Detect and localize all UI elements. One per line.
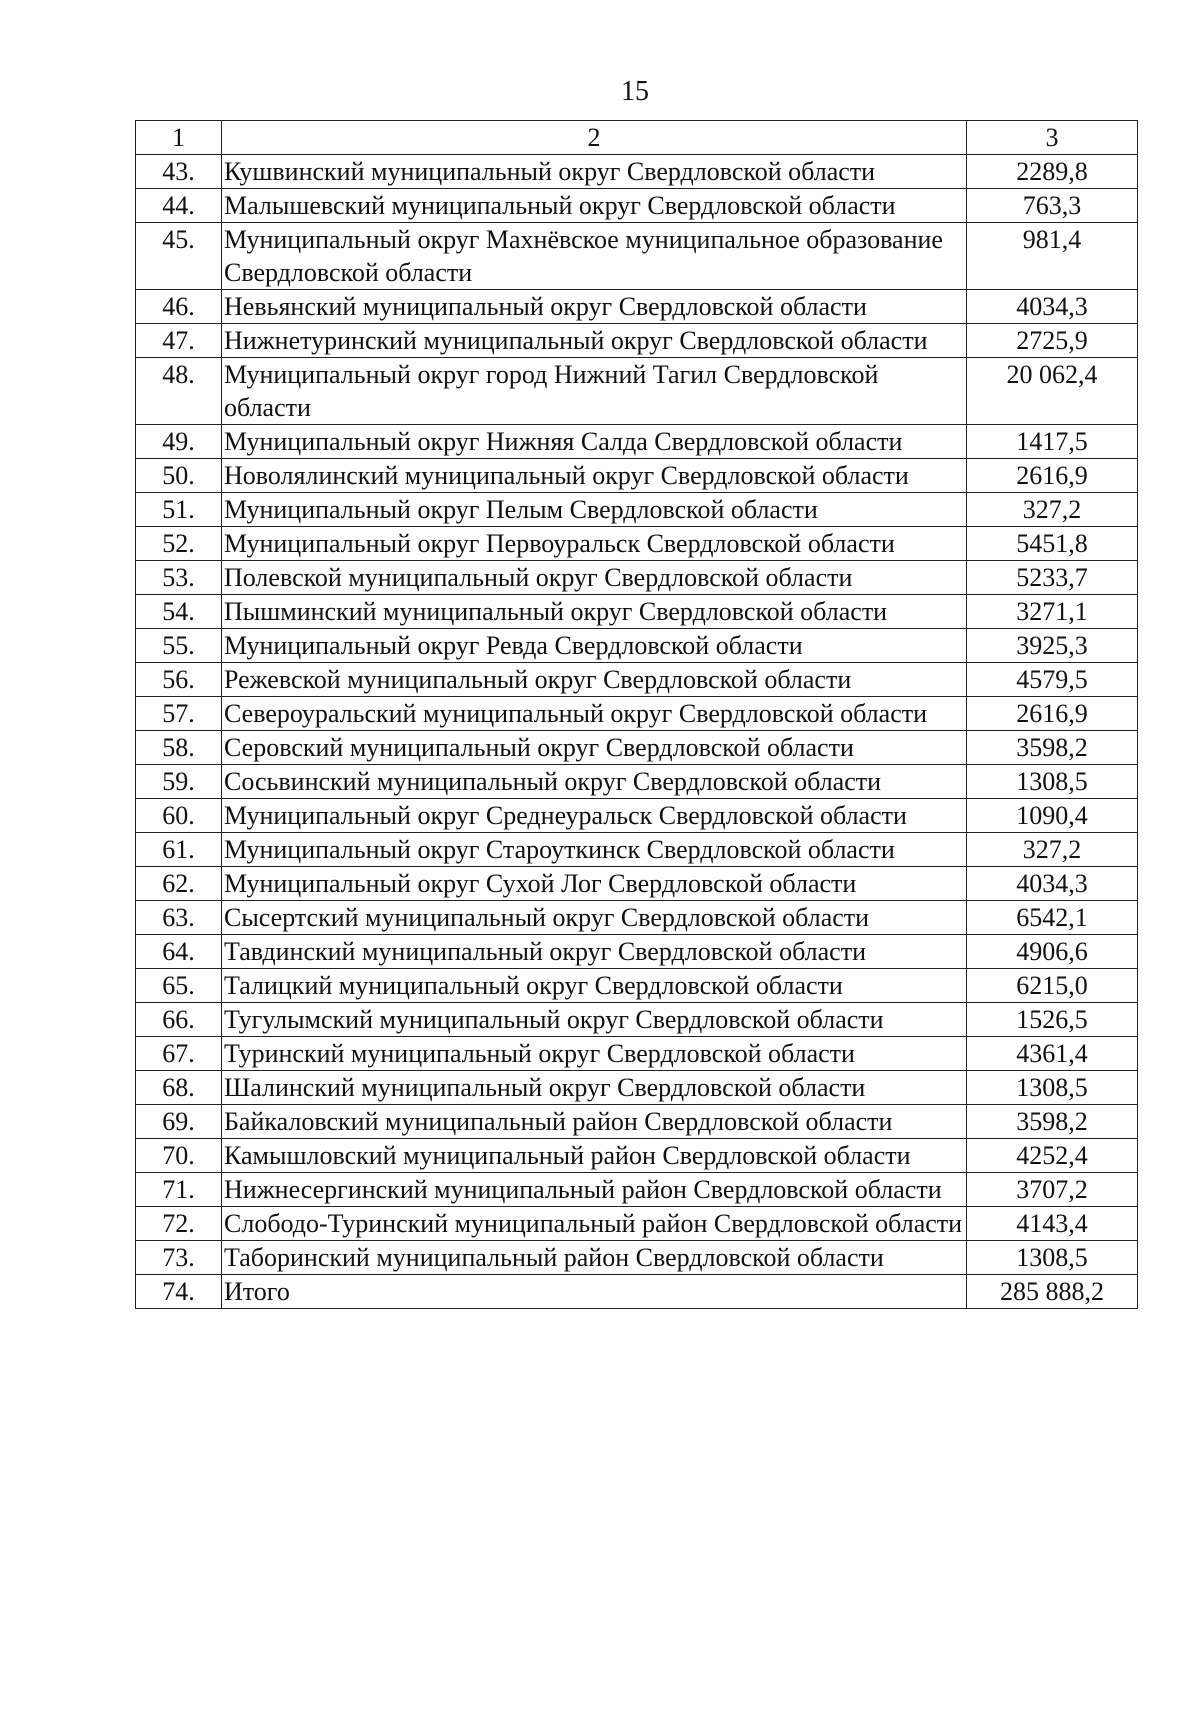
table-row bbox=[136, 1139, 1138, 1173]
municipality-name: Муниципальный округ Пелым Свердловской области bbox=[222, 493, 967, 527]
allocation-value: 3598,2 bbox=[967, 731, 1138, 765]
table-row bbox=[136, 527, 1138, 561]
table-row bbox=[136, 697, 1138, 731]
row-number: 70. bbox=[136, 1139, 222, 1173]
allocation-value: 3925,3 bbox=[967, 629, 1138, 663]
table-row bbox=[136, 425, 1138, 459]
allocation-value: 4143,4 bbox=[967, 1207, 1138, 1241]
row-number: 51. bbox=[136, 493, 222, 527]
allocation-value: 3271,1 bbox=[967, 595, 1138, 629]
table-row bbox=[136, 1071, 1138, 1105]
municipality-name: Муниципальный округ Сухой Лог Свердловской области bbox=[222, 867, 967, 901]
table-row bbox=[136, 731, 1138, 765]
row-number: 71. bbox=[136, 1173, 222, 1207]
row-number: 50. bbox=[136, 459, 222, 493]
municipality-name: Пышминский муниципальный округ Свердловской области bbox=[222, 595, 967, 629]
allocation-value: 4034,3 bbox=[967, 867, 1138, 901]
row-number: 74. bbox=[136, 1275, 222, 1309]
row-number: 52. bbox=[136, 527, 222, 561]
table-body bbox=[136, 155, 1138, 1309]
table-row bbox=[136, 935, 1138, 969]
allocation-value: 763,3 bbox=[967, 189, 1138, 223]
allocation-value: 4906,6 bbox=[967, 935, 1138, 969]
table-row bbox=[136, 189, 1138, 223]
municipality-name: Туринский муниципальный округ Свердловской области bbox=[222, 1037, 967, 1071]
table-row bbox=[136, 663, 1138, 697]
table-row bbox=[136, 459, 1138, 493]
row-number: 65. bbox=[136, 969, 222, 1003]
municipality-name: Кушвинский муниципальный округ Свердловской области bbox=[222, 155, 967, 189]
column-header-number: 1 bbox=[136, 121, 222, 155]
table-row bbox=[136, 290, 1138, 324]
row-number: 62. bbox=[136, 867, 222, 901]
allocation-value: 1308,5 bbox=[967, 1241, 1138, 1275]
row-number: 53. bbox=[136, 561, 222, 595]
allocation-value: 2616,9 bbox=[967, 459, 1138, 493]
table-row bbox=[136, 833, 1138, 867]
table-row bbox=[136, 561, 1138, 595]
table-row bbox=[136, 867, 1138, 901]
table-row bbox=[136, 1173, 1138, 1207]
municipality-name: Муниципальный округ Ревда Свердловской области bbox=[222, 629, 967, 663]
municipality-name: Невьянский муниципальный округ Свердловской области bbox=[222, 290, 967, 324]
municipality-name: Нижнесергинский муниципальный район Свердловской области bbox=[222, 1173, 967, 1207]
row-number: 57. bbox=[136, 697, 222, 731]
row-number: 55. bbox=[136, 629, 222, 663]
allocation-value: 20 062,4 bbox=[967, 358, 1138, 425]
municipality-name: Сысертский муниципальный округ Свердловской области bbox=[222, 901, 967, 935]
allocation-value: 981,4 bbox=[967, 223, 1138, 290]
table-row bbox=[136, 324, 1138, 358]
allocation-value: 327,2 bbox=[967, 833, 1138, 867]
row-number: 73. bbox=[136, 1241, 222, 1275]
allocation-value: 5451,8 bbox=[967, 527, 1138, 561]
row-number: 54. bbox=[136, 595, 222, 629]
allocation-value: 4252,4 bbox=[967, 1139, 1138, 1173]
table-row bbox=[136, 799, 1138, 833]
row-number: 58. bbox=[136, 731, 222, 765]
row-number: 66. bbox=[136, 1003, 222, 1037]
municipality-name: Новолялинский муниципальный округ Свердловской области bbox=[222, 459, 967, 493]
allocation-value: 2616,9 bbox=[967, 697, 1138, 731]
table-row bbox=[136, 1241, 1138, 1275]
municipality-name: Муниципальный округ город Нижний Тагил Свердловской области bbox=[222, 358, 967, 425]
municipality-name: Шалинский муниципальный округ Свердловской области bbox=[222, 1071, 967, 1105]
allocation-value: 4579,5 bbox=[967, 663, 1138, 697]
row-number: 72. bbox=[136, 1207, 222, 1241]
allocation-value: 5233,7 bbox=[967, 561, 1138, 595]
row-number: 61. bbox=[136, 833, 222, 867]
row-number: 69. bbox=[136, 1105, 222, 1139]
municipality-name: Тавдинский муниципальный округ Свердловской области bbox=[222, 935, 967, 969]
municipality-name: Североуральский муниципальный округ Свердловской области bbox=[222, 697, 967, 731]
table-row bbox=[136, 969, 1138, 1003]
allocation-value: 1308,5 bbox=[967, 1071, 1138, 1105]
row-number: 47. bbox=[136, 324, 222, 358]
municipality-name: Муниципальный округ Первоуральск Свердловской области bbox=[222, 527, 967, 561]
table-row bbox=[136, 1275, 1138, 1309]
allocation-value: 4034,3 bbox=[967, 290, 1138, 324]
allocation-value: 2725,9 bbox=[967, 324, 1138, 358]
table-row bbox=[136, 223, 1138, 290]
municipality-name: Малышевский муниципальный округ Свердловской области bbox=[222, 189, 967, 223]
allocation-value: 6215,0 bbox=[967, 969, 1138, 1003]
allocation-value: 3598,2 bbox=[967, 1105, 1138, 1139]
table-row bbox=[136, 901, 1138, 935]
municipality-name: Таборинский муниципальный район Свердловской области bbox=[222, 1241, 967, 1275]
allocation-value: 1308,5 bbox=[967, 765, 1138, 799]
allocation-value: 4361,4 bbox=[967, 1037, 1138, 1071]
municipality-name: Муниципальный округ Среднеуральск Свердловской области bbox=[222, 799, 967, 833]
municipality-name: Итого bbox=[222, 1275, 967, 1309]
row-number: 64. bbox=[136, 935, 222, 969]
municipality-name: Муниципальный округ Махнёвское муниципальное образование Свердловской области bbox=[222, 223, 967, 290]
row-number: 45. bbox=[136, 223, 222, 290]
allocation-value: 1417,5 bbox=[967, 425, 1138, 459]
row-number: 59. bbox=[136, 765, 222, 799]
municipality-name: Серовский муниципальный округ Свердловской области bbox=[222, 731, 967, 765]
table-row bbox=[136, 765, 1138, 799]
row-number: 63. bbox=[136, 901, 222, 935]
municipality-name: Слободо-Туринский муниципальный район Свердловской области bbox=[222, 1207, 967, 1241]
municipality-name: Тугулымский муниципальный округ Свердловской области bbox=[222, 1003, 967, 1037]
municipality-name: Байкаловский муниципальный район Свердловской области bbox=[222, 1105, 967, 1139]
row-number: 60. bbox=[136, 799, 222, 833]
allocation-value: 1090,4 bbox=[967, 799, 1138, 833]
table-row bbox=[136, 1207, 1138, 1241]
allocation-table bbox=[135, 120, 1138, 1309]
table-row bbox=[136, 629, 1138, 663]
municipality-name: Режевской муниципальный округ Свердловской области bbox=[222, 663, 967, 697]
column-header-value: 3 bbox=[967, 121, 1138, 155]
table-row bbox=[136, 493, 1138, 527]
allocation-value: 2289,8 bbox=[967, 155, 1138, 189]
table-row bbox=[136, 155, 1138, 189]
allocation-value: 1526,5 bbox=[967, 1003, 1138, 1037]
row-number: 67. bbox=[136, 1037, 222, 1071]
row-number: 56. bbox=[136, 663, 222, 697]
table-row bbox=[136, 358, 1138, 425]
table-row bbox=[136, 1105, 1138, 1139]
allocation-value: 327,2 bbox=[967, 493, 1138, 527]
page-number: 15 bbox=[621, 76, 649, 107]
row-number: 44. bbox=[136, 189, 222, 223]
municipality-name: Полевской муниципальный округ Свердловской области bbox=[222, 561, 967, 595]
municipality-name: Муниципальный округ Староуткинск Свердловской области bbox=[222, 833, 967, 867]
column-header-name: 2 bbox=[222, 121, 967, 155]
table-row bbox=[136, 1037, 1138, 1071]
allocation-value: 3707,2 bbox=[967, 1173, 1138, 1207]
allocation-value: 285 888,2 bbox=[967, 1275, 1138, 1309]
allocation-value: 6542,1 bbox=[967, 901, 1138, 935]
row-number: 49. bbox=[136, 425, 222, 459]
municipality-name: Муниципальный округ Нижняя Салда Свердловской области bbox=[222, 425, 967, 459]
municipality-name: Нижнетуринский муниципальный округ Свердловской области bbox=[222, 324, 967, 358]
table-row bbox=[136, 1003, 1138, 1037]
row-number: 48. bbox=[136, 358, 222, 425]
row-number: 43. bbox=[136, 155, 222, 189]
municipality-name: Сосьвинский муниципальный округ Свердловской области bbox=[222, 765, 967, 799]
municipality-name: Камышловский муниципальный район Свердловской области bbox=[222, 1139, 967, 1173]
row-number: 46. bbox=[136, 290, 222, 324]
table-row bbox=[136, 595, 1138, 629]
municipality-name: Талицкий муниципальный округ Свердловской области bbox=[222, 969, 967, 1003]
table-header-row bbox=[136, 121, 1138, 155]
row-number: 68. bbox=[136, 1071, 222, 1105]
